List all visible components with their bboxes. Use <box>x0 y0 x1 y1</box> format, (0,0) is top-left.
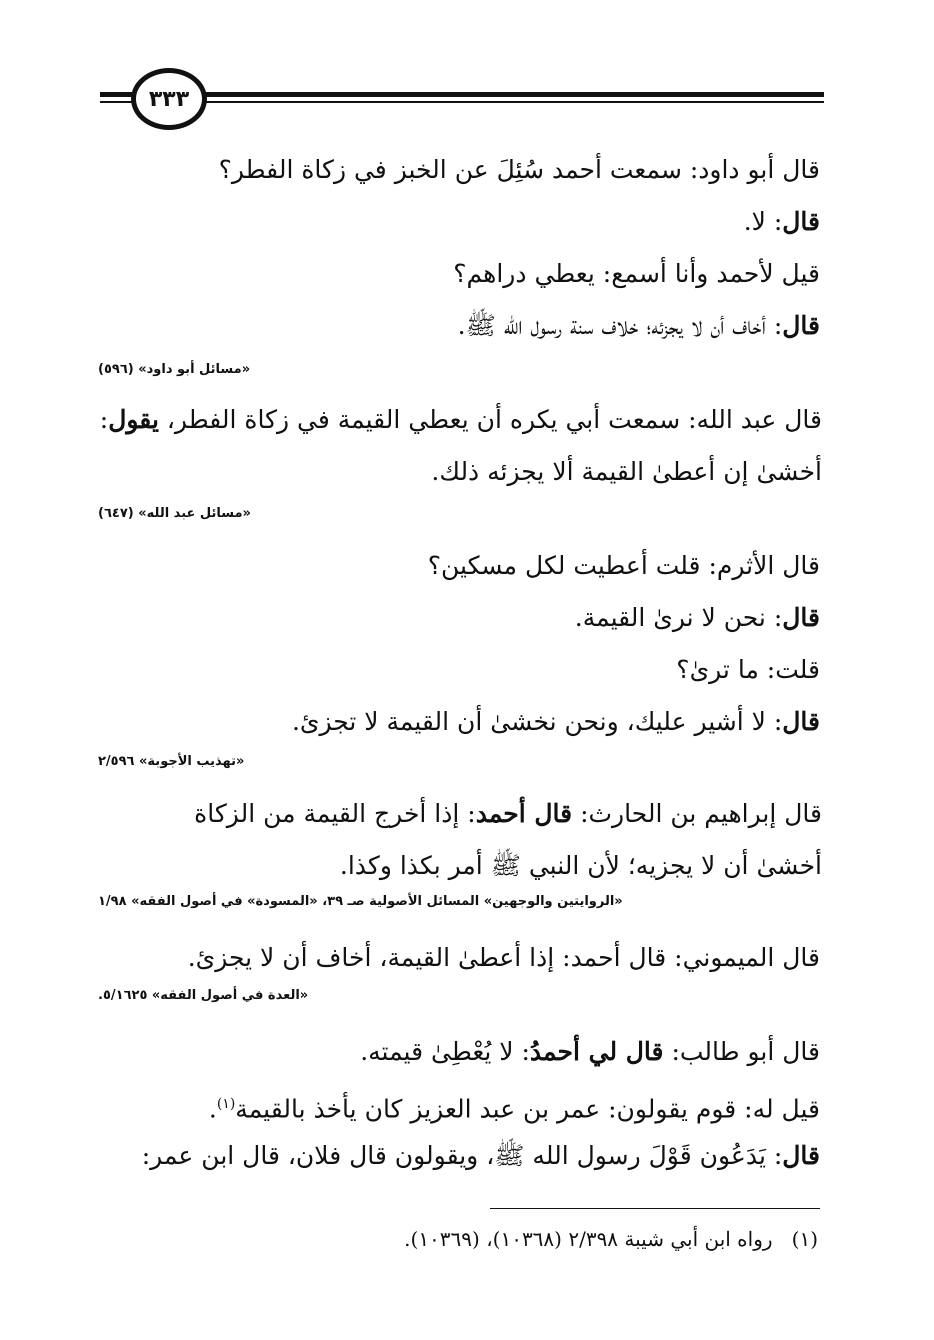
text-line: قال أبو طالب: قال لي أحمدُ: لا يُعْطِىٰ قيمته. <box>360 1037 820 1066</box>
source-citation: «مسائل أبو داود» (٥٩٦) <box>98 362 251 377</box>
source-citation: «الروايتين والوجهين» المسائل الأصولية صـ ٣٩، «المسودة» في أصول الفقه» ١/٩٨ <box>98 894 623 909</box>
footnote-text: رواه ابن أبي شيبة ٢/٣٩٨ (١٠٣٦٨)، (١٠٣٦٩). <box>404 1227 773 1251</box>
text-line: قال الميموني: قال أحمد: إذا أعطىٰ القيمة، أخاف أن لا يجزئ. <box>187 943 820 972</box>
source-citation: «مسائل عبد الله» (٦٤٧) <box>98 506 251 521</box>
text-line: قال: نحن لا نرىٰ القيمة. <box>574 603 820 632</box>
footnote <box>404 1224 818 1254</box>
speaker-label: قال <box>782 603 820 632</box>
source-citation: «العدة في أصول الفقه» ٥/١٦٢٥. <box>98 988 309 1003</box>
text-line: قلت: ما ترىٰ؟ <box>676 655 820 684</box>
page-number-badge <box>131 68 207 130</box>
text-line: قال إبراهيم بن الحارث: قال أحمد: إذا أخرج القيمة من الزكاة <box>194 799 822 828</box>
page-number: ٣٣٣ <box>148 86 190 112</box>
footnote-ref[interactable]: (١) <box>216 1096 236 1112</box>
speaker-label: قال <box>782 707 820 736</box>
text-line: أخشىٰ أن لا يجزيه؛ لأن النبي ﷺ أمر بكذا وكذا. <box>339 851 822 880</box>
text-line: قال أبو داود: سمعت أحمد سُئِلَ عن الخبز في زكاة الفطر؟ <box>218 155 820 184</box>
speaker-label: قال <box>782 311 820 340</box>
text-line: قال عبد الله: سمعت أبي يكره أن يعطي القيمة في زكاة الفطر، يقول: <box>99 405 822 434</box>
text-line: قيل لأحمد وأنا أسمع: يعطي دراهم؟ <box>453 259 820 288</box>
header-rule <box>100 92 824 108</box>
speaker-label: قال <box>782 207 820 236</box>
text-line: قال: أخاف أن لا يجزئه؛ خلاف سنة رسول الله ﷺ. <box>457 311 820 340</box>
speaker-label: قال <box>782 1141 820 1170</box>
text-line: قال الأثرم: قلت أعطيت لكل مسكين؟ <box>427 551 820 580</box>
header-rule-thin <box>100 101 824 103</box>
source-citation: «تهذيب الأجوبة» ٢/٥٩٦ <box>98 754 245 769</box>
text-line: قال: لا. <box>743 207 820 236</box>
text-line: قال: يَدَعُون قَوْلَ رسول الله ﷺ، ويقولون قال فلان، قال ابن عمر: <box>141 1141 820 1170</box>
header-rule-thick <box>100 92 824 97</box>
text-line: أخشىٰ إن أعطىٰ القيمة ألا يجزئه ذلك. <box>431 457 822 486</box>
footnote-separator <box>490 1208 820 1209</box>
text-line: قال: لا أشير عليك، ونحن نخشىٰ أن القيمة لا تجزئ. <box>291 707 820 736</box>
text-line: قيل له: قوم يقولون: عمر بن عبد العزيز كان يأخذ بالقيمة$^{(١)}$. <box>208 1094 820 1124</box>
footnote-marker: (١) <box>791 1227 818 1251</box>
